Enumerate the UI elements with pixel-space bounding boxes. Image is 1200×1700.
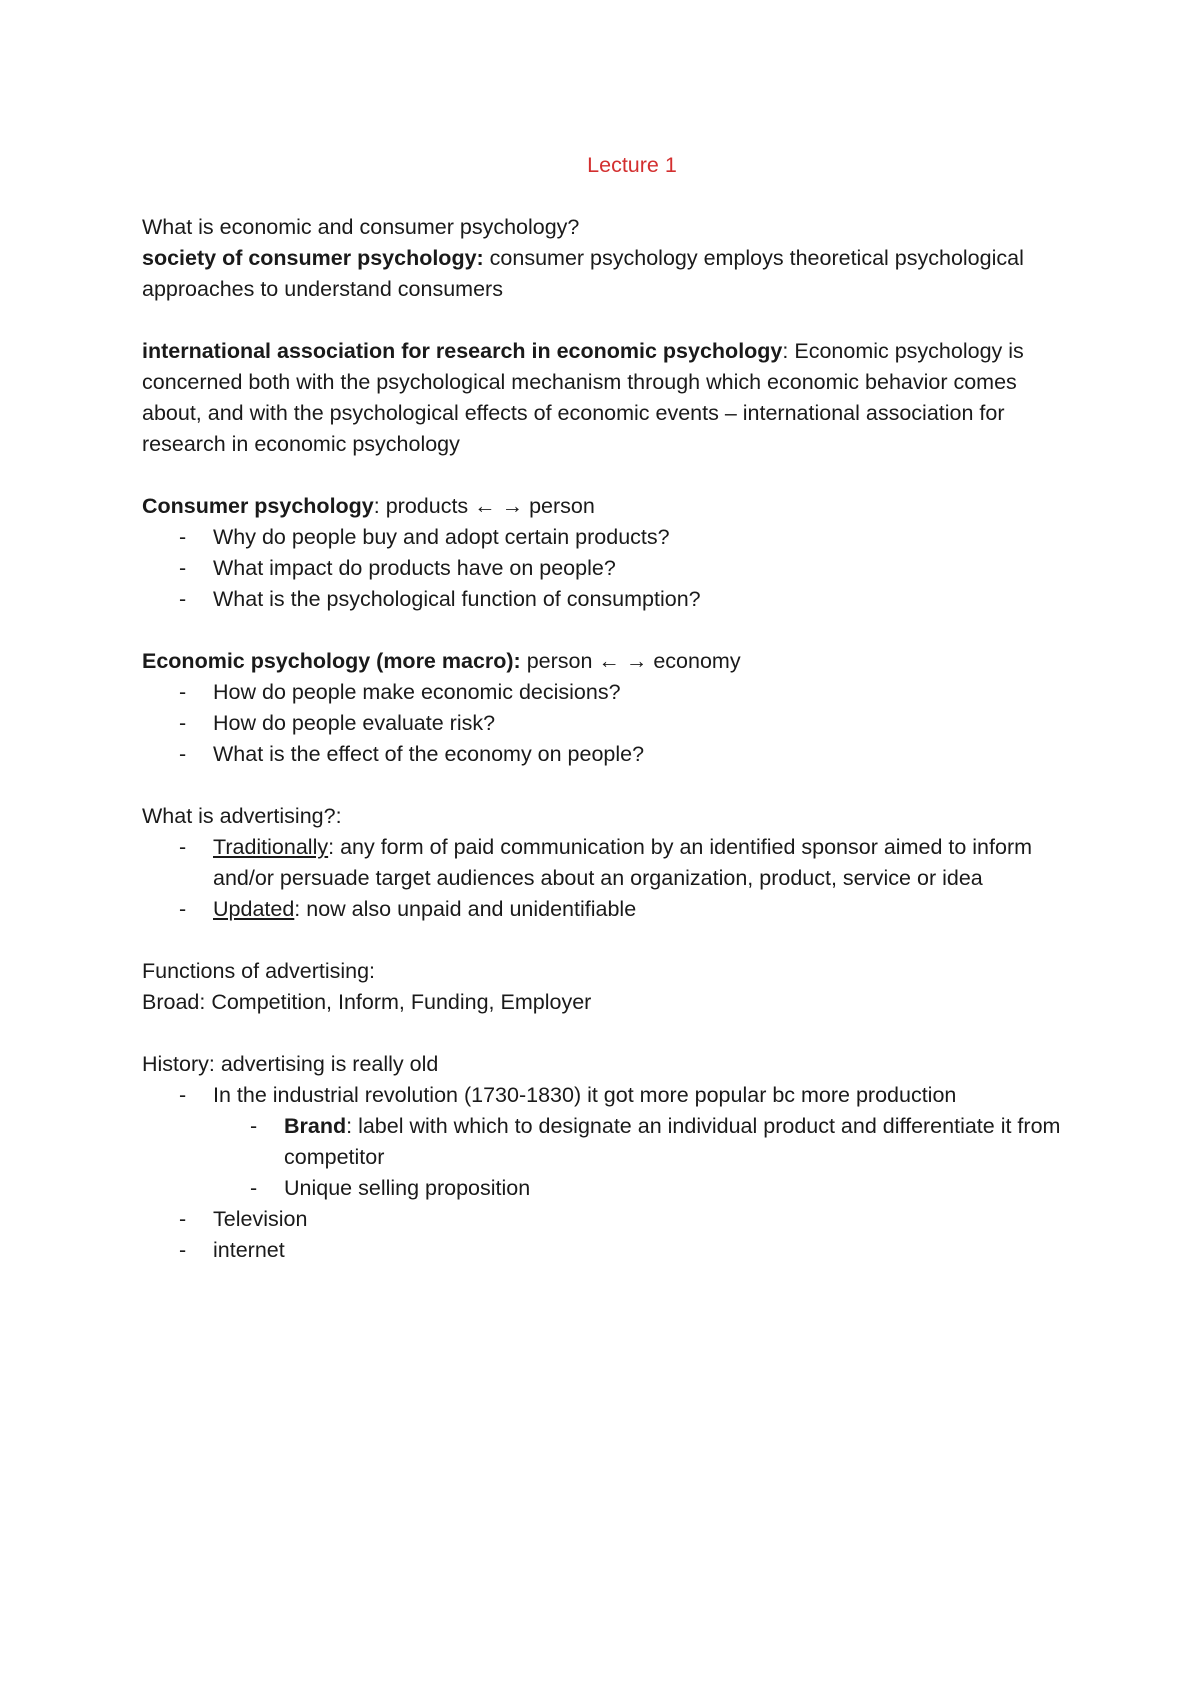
iarep-term: international association for research in economic psychology	[142, 339, 783, 363]
iarep-text: : Economic psychology is concerned both with the psychological mechanism through which economic behavior comes about, and with the psychological effects of economic events – international association for research in economic psychology	[142, 339, 1024, 456]
iarep-definition	[142, 336, 1082, 460]
list-item-text: How do people make economic decisions?	[213, 680, 621, 704]
dash-bullet: -	[179, 1207, 187, 1231]
economic-rest: person ← → economy	[520, 649, 741, 673]
history-sublist	[213, 1111, 1082, 1204]
economic-list	[142, 677, 1082, 770]
lecture-title: Lecture 1	[587, 153, 677, 177]
consumer-term: Consumer psychology	[142, 494, 374, 518]
list-item-text: Why do people buy and adopt certain products?	[213, 525, 670, 549]
traditionally-text: : any form of paid communication by an identified sponsor aimed to inform and/or persuade target audiences about an organization, product, service or idea	[213, 835, 1033, 890]
intro-question: What is economic and consumer psychology?	[142, 215, 580, 239]
list-item	[179, 1080, 1082, 1204]
list-item	[179, 584, 1082, 615]
dash-bullet: -	[179, 680, 187, 704]
dash-bullet: -	[179, 835, 187, 859]
dash-bullet: -	[250, 1176, 258, 1200]
advertising-list	[142, 832, 1082, 925]
internet-text: internet	[213, 1238, 285, 1262]
list-item	[179, 1235, 1082, 1266]
traditionally-term: Traditionally	[213, 835, 329, 859]
economic-psychology-heading	[142, 646, 1082, 677]
list-item	[250, 1173, 1082, 1204]
history-heading: History: advertising is really old	[142, 1052, 439, 1076]
dash-bullet: -	[179, 525, 187, 549]
list-item-text: How do people evaluate risk?	[213, 711, 496, 735]
economic-term: Economic psychology (more macro):	[142, 649, 521, 673]
functions-heading: Functions of advertising:	[142, 959, 376, 983]
list-item	[179, 739, 1082, 770]
consumer-psychology-heading	[142, 491, 1082, 522]
list-item	[250, 1111, 1082, 1173]
list-item-text: What is the psychological function of consumption?	[213, 587, 701, 611]
scp-text: consumer psychology employs theoretical psychological approaches to understand consumers	[142, 246, 1024, 301]
list-item	[179, 522, 1082, 553]
functions-broad: Broad: Competition, Inform, Funding, Employer	[142, 990, 592, 1014]
brand-text: : label with which to designate an individual product and differentiate it from competitor	[284, 1114, 1061, 1169]
dash-bullet: -	[179, 711, 187, 735]
document-page	[142, 150, 1082, 1266]
advertising-heading: What is advertising?:	[142, 804, 342, 828]
dash-bullet: -	[179, 897, 187, 921]
dash-bullet: -	[179, 587, 187, 611]
consumer-list	[142, 522, 1082, 615]
list-item	[179, 677, 1082, 708]
list-item-text: What impact do products have on people?	[213, 556, 616, 580]
dash-bullet: -	[179, 742, 187, 766]
list-item	[179, 553, 1082, 584]
list-item	[179, 832, 1082, 894]
dash-bullet: -	[179, 1083, 187, 1107]
dash-bullet: -	[179, 556, 187, 580]
history-list	[142, 1080, 1082, 1266]
list-item-text: What is the effect of the economy on people?	[213, 742, 645, 766]
brand-term: Brand	[284, 1114, 347, 1138]
updated-text: : now also unpaid and unidentifiable	[294, 897, 637, 921]
list-item	[179, 1204, 1082, 1235]
list-item	[179, 894, 1082, 925]
industrial-revolution-text: In the industrial revolution (1730-1830) it got more popular bc more production	[213, 1083, 957, 1107]
dash-bullet: -	[250, 1114, 258, 1138]
updated-term: Updated	[213, 897, 295, 921]
consumer-rest: : products ← → person	[373, 494, 595, 518]
list-item	[179, 708, 1082, 739]
usp-text: Unique selling proposition	[284, 1176, 531, 1200]
scp-definition	[142, 243, 1082, 305]
scp-term: society of consumer psychology:	[142, 246, 484, 270]
dash-bullet: -	[179, 1238, 187, 1262]
television-text: Television	[213, 1207, 308, 1231]
